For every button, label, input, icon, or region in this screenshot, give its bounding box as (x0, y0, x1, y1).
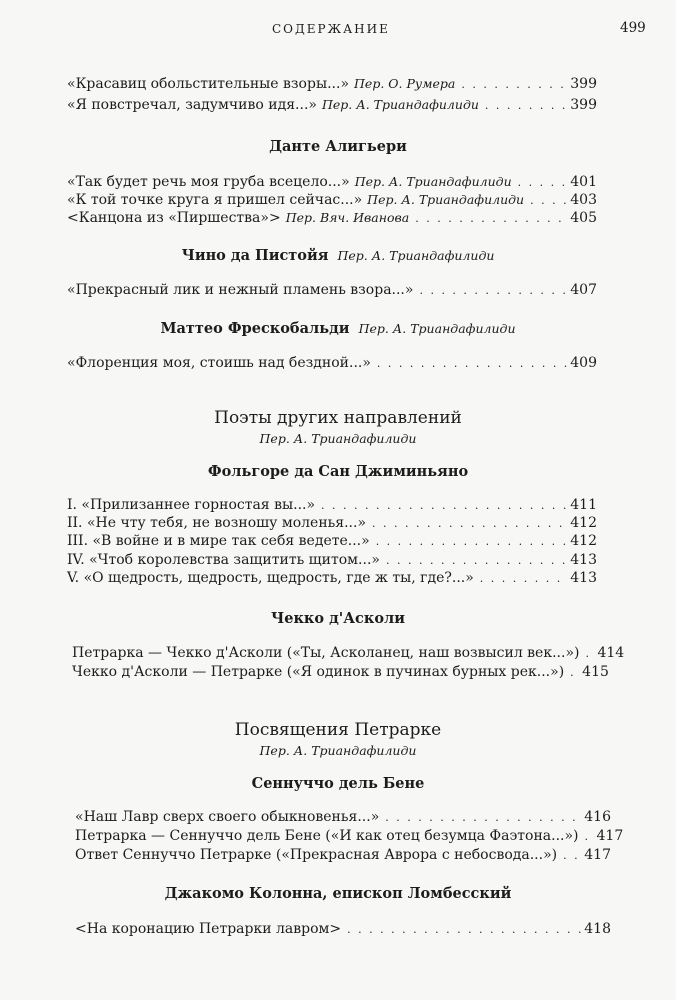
author-heading (0, 320, 676, 338)
entry-translator: Пер. А. Триандафилиди (321, 97, 479, 112)
toc-entry[interactable] (75, 827, 624, 846)
entry-page: 418 (584, 921, 611, 937)
toc-entry[interactable] (67, 569, 597, 588)
entry-title: «К той точке круга я пришел сейчас...» (67, 192, 363, 208)
entry-title: «Наш Лавр сверх своего обыкновенья...» (75, 809, 380, 825)
section-title: Поэты других направлений (214, 408, 462, 428)
section-translator: Пер. А. Триандафилиди (259, 743, 417, 758)
entry-title: Петрарка — Сеннуччо дель Бене («И как отец безумца Фаэтона...») (75, 828, 579, 844)
entry-page: 417 (584, 847, 611, 863)
dot-leader (385, 809, 582, 827)
entry-page: 411 (570, 497, 597, 513)
entry-page: 416 (584, 809, 611, 825)
toc-entry[interactable] (75, 920, 611, 939)
dot-leader (485, 97, 568, 115)
entry-title: I. «Прилизаннее горностая вы...» (67, 497, 316, 513)
dot-leader (377, 355, 568, 373)
entry-title: IV. «Чтоб королевства защитить щитом...» (67, 552, 380, 568)
dot-leader (585, 828, 595, 846)
dot-leader (461, 76, 568, 94)
entry-page: 407 (570, 282, 597, 298)
author-name: Чекко д'Асколи (271, 610, 405, 627)
toc-entry[interactable] (75, 808, 611, 827)
entry-title: «Прекрасный лик и нежный пламень взора...» (67, 282, 414, 298)
entry-title: <Канцона из «Пиршества»> (67, 210, 281, 226)
author-name: Сеннуччо дель Бене (251, 775, 425, 792)
dot-leader (372, 515, 568, 533)
dot-leader (585, 645, 595, 663)
dot-leader (386, 552, 568, 570)
toc-entry[interactable] (67, 354, 597, 373)
dot-leader (347, 921, 582, 939)
author-name: Чино да Пистойя (181, 247, 329, 264)
author-name: Фольгоре да Сан Джиминьяно (207, 463, 469, 480)
entry-page: 414 (597, 645, 625, 661)
toc-entry[interactable] (67, 96, 597, 115)
author-name: Данте Алигьери (269, 138, 407, 155)
author-heading (0, 775, 676, 793)
entry-page: 401 (570, 174, 597, 190)
entry-page: 417 (596, 828, 624, 844)
toc-entry[interactable] (67, 496, 597, 515)
entry-page: 412 (570, 515, 597, 531)
author-name: Джакомо Колонна, епископ Ломбесский (164, 885, 512, 902)
entry-translator: Пер. А. Триандафилиди (367, 192, 525, 207)
section-title: Посвящения Петрарке (234, 720, 442, 740)
author-heading (0, 610, 676, 628)
dot-leader (321, 497, 568, 515)
toc-entry[interactable] (72, 644, 625, 663)
dot-leader (518, 174, 569, 192)
dot-leader (376, 533, 569, 551)
entry-page: 412 (570, 533, 597, 549)
toc-entry[interactable] (67, 173, 597, 192)
dot-leader (530, 192, 568, 210)
entry-translator: Пер. Вяч. Иванова (285, 210, 410, 225)
entry-page: 399 (570, 97, 597, 113)
toc-entry[interactable] (67, 551, 597, 570)
entry-title: II. «Не чту тебя, не возношу моленья...» (67, 515, 367, 531)
entry-title: III. «В войне и в мире так себя ведете...» (67, 533, 370, 549)
entry-translator: Пер. А. Триандафилиди (354, 174, 512, 189)
author-heading (0, 885, 676, 903)
entry-title: <На коронацию Петрарки лавром> (75, 921, 342, 937)
toc-entry[interactable] (67, 75, 597, 94)
toc-entry[interactable] (67, 209, 597, 228)
author-translator: Пер. А. Триандафилиди (337, 248, 495, 263)
entry-page: 399 (570, 76, 597, 92)
toc-entry[interactable] (67, 191, 597, 210)
dot-leader (563, 847, 582, 865)
entry-title: «Флоренция моя, стоишь над бездной...» (67, 355, 371, 371)
entry-title: V. «О щедрость, щедрость, щедрость, где ж ты, где?...» (67, 570, 474, 586)
page-header (0, 20, 676, 40)
dot-leader (570, 664, 580, 682)
toc-entry[interactable] (72, 663, 609, 682)
entry-title: «Красавиц обольстительные взоры...» (67, 76, 350, 92)
entry-page: 409 (570, 355, 597, 371)
entry-title: Чекко д'Асколи — Петрарке («Я одинок в пучинах бурных рек...») (72, 664, 565, 680)
dot-leader (419, 282, 568, 300)
toc-entry[interactable] (67, 281, 597, 300)
author-name: Маттео Фрескобальди (160, 320, 350, 337)
author-heading (0, 138, 676, 156)
entry-title: «Так будет речь моя груба всецело...» (67, 174, 350, 190)
author-translator: Пер. А. Триандафилиди (358, 321, 516, 336)
toc-entry[interactable] (67, 532, 597, 551)
author-heading (0, 247, 676, 265)
toc-entry[interactable] (67, 514, 597, 533)
running-title: СОДЕРЖАНИЕ (272, 22, 390, 36)
entry-title: «Я повстречал, задумчиво идя...» (67, 97, 317, 113)
dot-leader (415, 210, 568, 228)
dot-leader (480, 570, 568, 588)
entry-page: 403 (570, 192, 597, 208)
author-heading (0, 463, 676, 481)
entry-page: 415 (582, 664, 609, 680)
entry-page: 413 (570, 570, 597, 586)
section-translator: Пер. А. Триандафилиди (259, 431, 417, 446)
entry-translator: Пер. О. Румера (354, 76, 456, 91)
entry-title: Петрарка — Чекко д'Асколи («Ты, Асколанец, наш возвысил век...») (72, 645, 580, 661)
entry-title: Ответ Сеннуччо Петрарке («Прекрасная Аврора с небосвода...») (75, 847, 558, 863)
entry-page: 413 (570, 552, 597, 568)
page-number: 499 (620, 20, 646, 36)
toc-entry[interactable] (75, 846, 611, 865)
entry-page: 405 (570, 210, 597, 226)
